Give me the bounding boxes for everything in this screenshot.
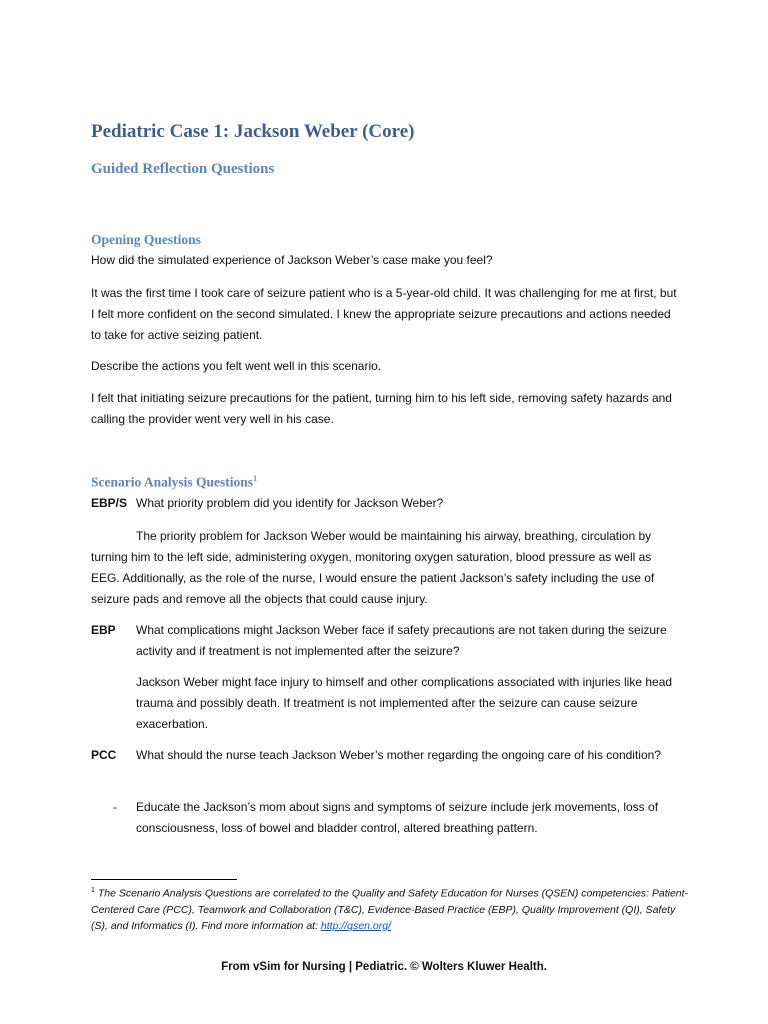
qsen-tag: PCC <box>91 748 117 762</box>
scenario-question-3: What should the nurse teach Jackson Weber’s mother regarding the ongoing care of his condition? <box>136 748 661 762</box>
scenario-question-1: What priority problem did you identify for Jackson Weber? <box>136 496 444 510</box>
footnote <box>91 883 691 934</box>
scenario-question-2: What complications might Jackson Weber face if safety precautions are not taken during the seizure activity and if treatment is not implemented after the seizure? <box>136 623 667 658</box>
opening-questions-heading: Opening Questions <box>91 232 201 247</box>
scenario-analysis-heading <box>91 474 257 491</box>
bullet-marker: - <box>113 800 117 814</box>
opening-answer-2: I felt that initiating seizure precautions for the patient, turning him to his left side, removing safety hazards and calling the provider went very well in his case. <box>91 391 672 426</box>
qsen-link[interactable]: http://qsen.org/ <box>320 919 391 932</box>
footnote-separator <box>91 879 237 880</box>
opening-question-1: How did the simulated experience of Jackson Weber’s case make you feel? <box>91 253 493 267</box>
scenario-bullet-1: Educate the Jackson’s mom about signs and symptoms of seizure include jerk movements, loss of consciousness, loss of bowel and bladder control, altered breathing pattern. <box>136 800 659 835</box>
scenario-answer-1: The priority problem for Jackson Weber would be maintaining his airway, breathing, circulation by turning him to the left side, administering oxygen, monitoring oxygen saturation, blood pressure as well as EEG. Additionally, as the role of the nurse, I would ensure the patient Jackson’s safety including the use of seizure pads and remove all the objects that could cause injury. <box>91 529 655 606</box>
scenario-answer-2: Jackson Weber might face injury to himself and other complications associated with injuries like head trauma and possibly death. If treatment is not implemented after the seizure can cause seizure exacerbation. <box>136 675 673 731</box>
opening-question-2: Describe the actions you felt went well in this scenario. <box>91 359 382 373</box>
scenario-heading-text: Scenario Analysis Questions <box>91 474 254 490</box>
opening-answer-1: It was the first time I took care of seizure patient who is a 5-year-old child. It was challenging for me at first, but I felt more confident on the second simulated. I knew the appropriate seizure precautions and actions needed to take for active seizing patient. <box>91 286 677 342</box>
qsen-tag: EBP/S <box>91 496 128 510</box>
footnote-text: The Scenario Analysis Questions are correlated to the Quality and Safety Education for Nurses (QSEN) competencies: Patient-Centered Care (PCC), Teamwork and Collaboration (T&C), Evidence-Based Practice (EBP), Quality Improvement (QI), Safety (S), and Informatics (I). Find more information at: <box>91 887 689 932</box>
footnote-ref: 1 <box>253 474 258 483</box>
page-footer: From vSim for Nursing | Pediatric. © Wolters Kluwer Health. <box>221 961 547 973</box>
page-title: Pediatric Case 1: Jackson Weber (Core) <box>91 121 415 142</box>
page-subtitle: Guided Reflection Questions <box>91 161 275 177</box>
qsen-tag: EBP <box>91 623 116 637</box>
footnote-marker: 1 <box>91 887 95 894</box>
